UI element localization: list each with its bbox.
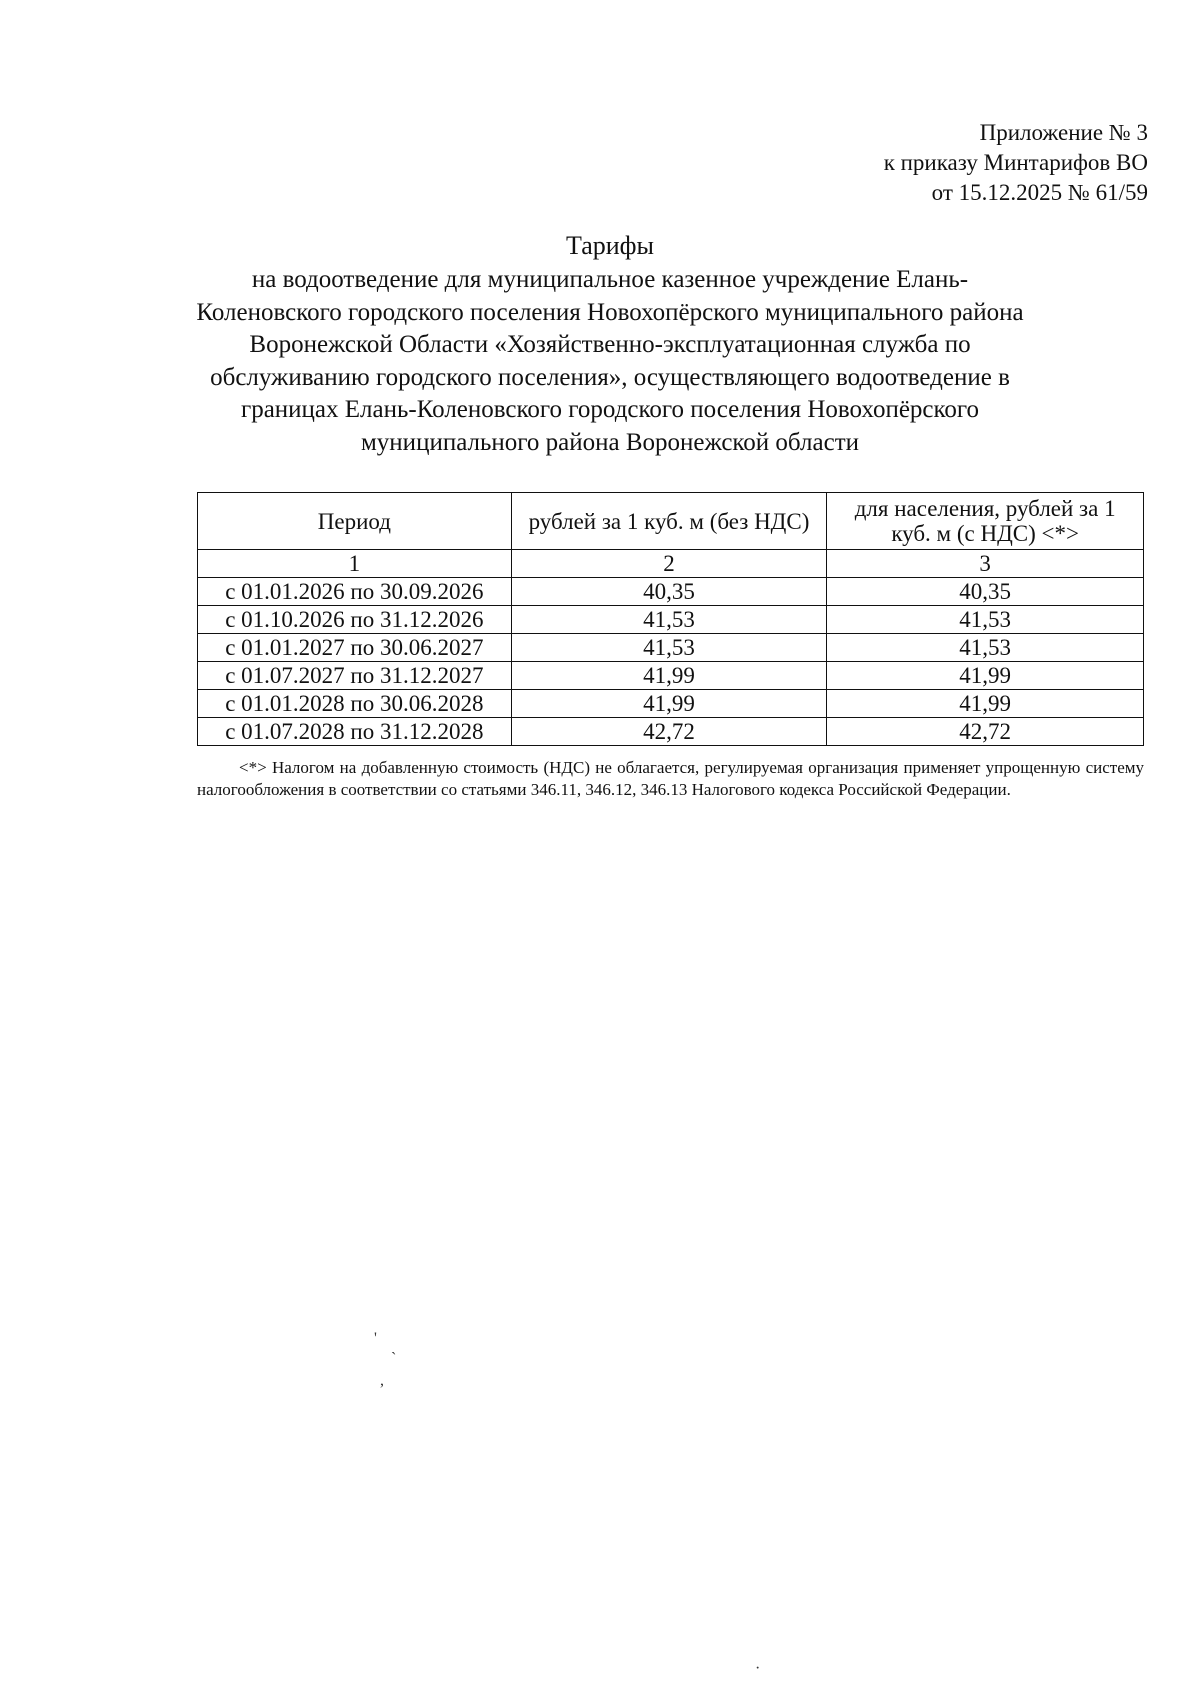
header-price-population: для населения, рублей за 1 куб. м (с НДС) <*>: [827, 493, 1144, 550]
period-cell: с 01.01.2026 по 30.09.2026: [198, 578, 512, 606]
scan-speck: ': [374, 1330, 377, 1347]
appendix-line-2: к приказу Минтарифов ВО: [883, 150, 1148, 175]
price-cell: 41,99: [827, 662, 1144, 690]
table-row: [198, 690, 1144, 718]
price-cell: 41,99: [827, 690, 1144, 718]
column-number-row: [198, 550, 1144, 578]
header-period: Период: [198, 493, 512, 550]
period-cell: с 01.10.2026 по 31.12.2026: [198, 606, 512, 634]
table-row: [198, 634, 1144, 662]
header-price-no-vat: рублей за 1 куб. м (без НДС): [511, 493, 827, 550]
price-cell: 41,99: [511, 690, 827, 718]
price-cell: 42,72: [827, 718, 1144, 746]
price-cell: 41,53: [511, 634, 827, 662]
appendix-reference: [884, 118, 1148, 208]
table-header-row: [198, 493, 1144, 550]
scan-speck: ,: [380, 1372, 384, 1389]
vat-footnote: [197, 757, 1144, 801]
column-number: 2: [511, 550, 827, 578]
title-subtitle: на водоотведение для муниципальное казенное учреждение Елань-Коленовского городского поселения Новохопёрского муниципального района Воронежской Области «Хозяйственно-эксплуатационная служба по обслуживанию городского поселения», осуществляющего водоотведение в границах Елань-Коленовского городского поселения Новохопёрского муниципального района Воронежской области: [196, 266, 1024, 456]
column-number: 3: [827, 550, 1144, 578]
price-cell: 40,35: [827, 578, 1144, 606]
scan-speck: ·: [755, 1660, 761, 1677]
column-number: 1: [198, 550, 512, 578]
period-cell: с 01.01.2028 по 30.06.2028: [198, 690, 512, 718]
price-cell: 41,53: [511, 606, 827, 634]
table-row: [198, 606, 1144, 634]
footnote-text: <*> Налогом на добавленную стоимость (НДС) не облагается, регулируемая организация применяет упрощенную систему налогообложения в соответствии со статьями 346.11, 346.12, 346.13 Налогового кодекса Российской Федерации.: [197, 758, 1144, 799]
price-cell: 41,53: [827, 634, 1144, 662]
price-cell: 41,53: [827, 606, 1144, 634]
price-cell: 40,35: [511, 578, 827, 606]
appendix-line-1: Приложение № 3: [979, 120, 1148, 145]
table-row: [198, 662, 1144, 690]
period-cell: с 01.07.2027 по 31.12.2027: [198, 662, 512, 690]
table-row: [198, 718, 1144, 746]
title-main: Тарифы: [565, 231, 654, 260]
price-cell: 42,72: [511, 718, 827, 746]
document-title: [180, 230, 1040, 459]
table-row: [198, 578, 1144, 606]
tariff-table: [197, 492, 1144, 746]
period-cell: с 01.01.2027 по 30.06.2027: [198, 634, 512, 662]
appendix-line-3: от 15.12.2025 № 61/59: [931, 180, 1148, 205]
scan-speck: `: [391, 1350, 397, 1367]
period-cell: с 01.07.2028 по 31.12.2028: [198, 718, 512, 746]
price-cell: 41,99: [511, 662, 827, 690]
